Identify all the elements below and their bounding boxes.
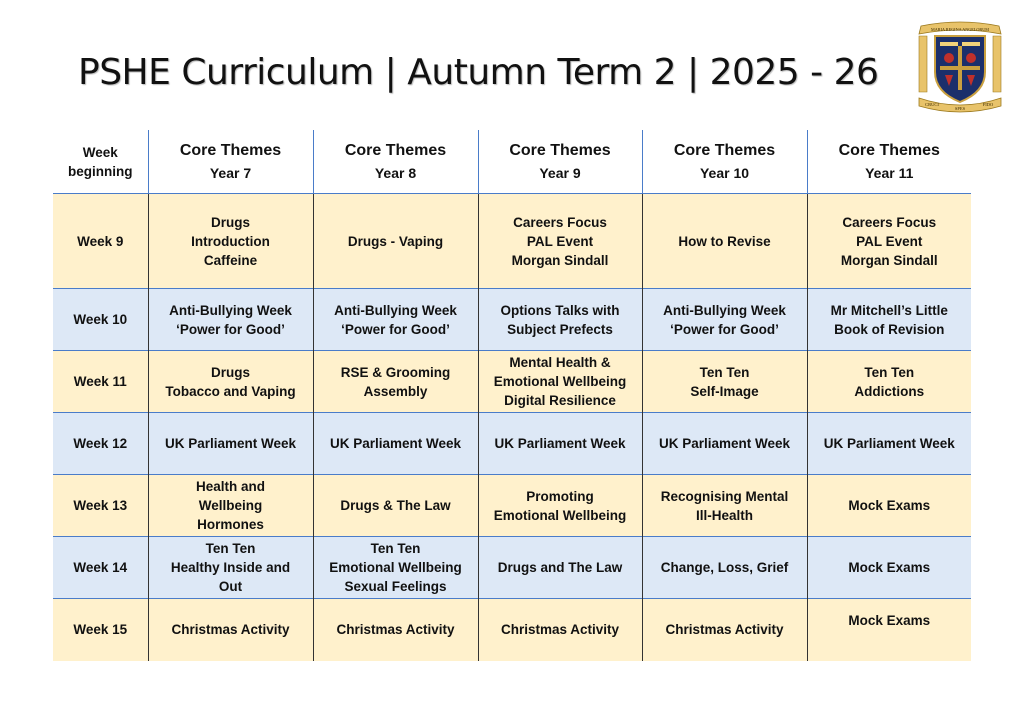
theme-line: Promoting xyxy=(526,488,594,504)
table-row xyxy=(53,537,971,599)
theme-line: Emotional Wellbeing xyxy=(329,560,462,575)
crest-motto-top: MARIA REGINA ANGELORUM xyxy=(931,27,989,32)
theme-line: Drugs xyxy=(210,214,250,230)
theme-cell xyxy=(148,537,313,599)
theme-line: PAL Event xyxy=(856,233,923,249)
theme-cell xyxy=(807,537,971,599)
week-label: Week 14 xyxy=(53,537,148,599)
theme-line: Christmas Activity xyxy=(500,622,620,638)
theme-line: Wellbeing xyxy=(198,498,263,513)
theme-line: Ten Ten xyxy=(370,541,421,556)
column-header-main: Core Themes xyxy=(838,141,940,159)
column-header-year: Year 8 xyxy=(374,164,417,181)
theme-line: Careers Focus xyxy=(842,214,937,230)
theme-line: PAL Event xyxy=(526,233,594,249)
year-8-column-header xyxy=(313,130,478,194)
theme-line: Anti-Bullying Week xyxy=(169,302,292,318)
week-header-line: beginning xyxy=(68,163,133,179)
theme-cell xyxy=(642,413,807,475)
theme-line: Morgan Sindall xyxy=(840,252,938,268)
theme-line: Out xyxy=(218,579,243,594)
theme-line: RSE & Grooming xyxy=(340,364,451,380)
column-header-year: Year 10 xyxy=(699,164,750,181)
theme-line: Caffeine xyxy=(203,252,258,268)
theme-line: Self-Image xyxy=(690,383,759,399)
column-header-year: Year 11 xyxy=(865,164,914,181)
theme-cell xyxy=(478,475,642,537)
table-row xyxy=(53,599,971,661)
theme-cell xyxy=(478,537,642,599)
year-9-column-header xyxy=(478,130,642,194)
theme-cell xyxy=(807,351,971,413)
theme-cell xyxy=(313,289,478,351)
theme-cell xyxy=(313,475,478,537)
theme-line: Health and xyxy=(195,479,265,494)
school-crest-icon xyxy=(915,20,1005,114)
year-11-column-header xyxy=(807,130,971,194)
theme-line: Recognising Mental xyxy=(660,488,789,504)
week-label: Week 11 xyxy=(53,351,148,413)
theme-line: Drugs & The Law xyxy=(340,498,451,513)
theme-cell xyxy=(313,413,478,475)
theme-line: How to Revise xyxy=(678,233,771,249)
theme-cell xyxy=(478,413,642,475)
theme-line: UK Parliament Week xyxy=(823,436,955,451)
theme-line: Drugs xyxy=(210,364,250,380)
week-header-line: Week xyxy=(82,144,118,160)
theme-line: Christmas Activity xyxy=(665,622,784,638)
theme-cell xyxy=(478,289,642,351)
theme-cell xyxy=(642,351,807,413)
theme-line: Change, Loss, Grief xyxy=(660,560,789,575)
theme-line: Mock Exams xyxy=(848,613,931,628)
week-label: Week 13 xyxy=(53,475,148,537)
theme-cell xyxy=(313,537,478,599)
theme-cell xyxy=(148,351,313,413)
theme-cell xyxy=(807,289,971,351)
theme-line: Book of Revision xyxy=(834,321,945,337)
week-column-header xyxy=(53,130,148,194)
theme-cell xyxy=(642,194,807,289)
theme-line: Mr Mitchell’s Little xyxy=(830,302,948,318)
theme-line: Emotional Wellbeing xyxy=(493,374,627,389)
theme-line: Ill-Health xyxy=(695,507,753,523)
theme-line: Ten Ten xyxy=(699,364,750,380)
week-label: Week 12 xyxy=(53,413,148,475)
theme-line: Mock Exams xyxy=(848,498,931,513)
theme-line: Sexual Feelings xyxy=(344,579,447,594)
theme-cell xyxy=(642,475,807,537)
theme-line: Christmas Activity xyxy=(336,622,455,638)
table-row xyxy=(53,475,971,537)
theme-line: Mental Health & xyxy=(509,355,611,370)
table-row xyxy=(53,351,971,413)
theme-line: UK Parliament Week xyxy=(329,436,462,451)
theme-line: Tobacco and Vaping xyxy=(165,383,296,399)
year-7-column-header xyxy=(148,130,313,194)
theme-line: UK Parliament Week xyxy=(164,436,297,451)
theme-line: Morgan Sindall xyxy=(511,252,609,268)
theme-line: Careers Focus xyxy=(513,214,607,230)
theme-cell xyxy=(478,194,642,289)
theme-line: UK Parliament Week xyxy=(494,436,626,451)
week-label: Week 15 xyxy=(53,599,148,661)
theme-line: Emotional Wellbeing xyxy=(493,507,627,523)
column-header-main: Core Themes xyxy=(344,141,447,159)
theme-cell xyxy=(148,194,313,289)
theme-cell xyxy=(807,599,971,661)
week-label: Week 10 xyxy=(53,289,148,351)
theme-line: Drugs - Vaping xyxy=(347,233,444,249)
curriculum-table xyxy=(53,130,971,661)
theme-line: Ten Ten xyxy=(864,364,915,380)
column-header-main: Core Themes xyxy=(673,141,776,159)
theme-cell xyxy=(807,194,971,289)
theme-cell xyxy=(313,351,478,413)
theme-cell xyxy=(478,599,642,661)
page-title: PSHE Curriculum | Autumn Term 2 | 2025 - 26 xyxy=(78,52,879,93)
column-header-main: Core Themes xyxy=(509,141,611,159)
theme-line: Ten Ten xyxy=(205,541,256,556)
theme-line: Options Talks with xyxy=(500,302,620,318)
theme-cell xyxy=(313,599,478,661)
theme-line: Introduction xyxy=(191,233,270,249)
theme-line: Healthy Inside and xyxy=(170,560,291,575)
crest-motto-left: CRUCI xyxy=(925,102,939,107)
theme-cell xyxy=(642,537,807,599)
theme-cell xyxy=(148,475,313,537)
theme-cell xyxy=(478,351,642,413)
theme-line: Assembly xyxy=(363,383,428,399)
table-row xyxy=(53,194,971,289)
theme-line: Drugs and The Law xyxy=(497,560,623,575)
theme-cell xyxy=(642,599,807,661)
theme-line: UK Parliament Week xyxy=(658,436,791,451)
theme-cell xyxy=(148,289,313,351)
table-row xyxy=(53,289,971,351)
column-header-year: Year 9 xyxy=(539,164,581,181)
theme-cell xyxy=(313,194,478,289)
theme-line: ‘Power for Good’ xyxy=(670,321,779,337)
theme-line: Hormones xyxy=(197,517,264,532)
theme-cell xyxy=(148,599,313,661)
theme-cell xyxy=(148,413,313,475)
column-header-main: Core Themes xyxy=(179,141,282,159)
year-10-column-header xyxy=(642,130,807,194)
theme-line: Anti-Bullying Week xyxy=(663,302,786,318)
theme-cell xyxy=(807,475,971,537)
theme-line: Christmas Activity xyxy=(171,622,290,638)
crest-motto-right: FIDO xyxy=(982,102,994,107)
theme-line: Digital Resilience xyxy=(504,393,616,408)
crest-motto-mid: SPES xyxy=(954,106,966,111)
week-label: Week 9 xyxy=(53,194,148,289)
theme-line: ‘Power for Good’ xyxy=(176,321,285,337)
theme-line: ‘Power for Good’ xyxy=(341,321,450,337)
theme-cell xyxy=(807,413,971,475)
table-header-row xyxy=(53,130,971,194)
theme-line: Addictions xyxy=(854,383,925,399)
theme-line: Mock Exams xyxy=(848,560,931,575)
column-header-year: Year 7 xyxy=(209,164,252,181)
table-row xyxy=(53,413,971,475)
theme-line: Subject Prefects xyxy=(507,321,613,337)
theme-cell xyxy=(642,289,807,351)
theme-line: Anti-Bullying Week xyxy=(334,302,457,318)
